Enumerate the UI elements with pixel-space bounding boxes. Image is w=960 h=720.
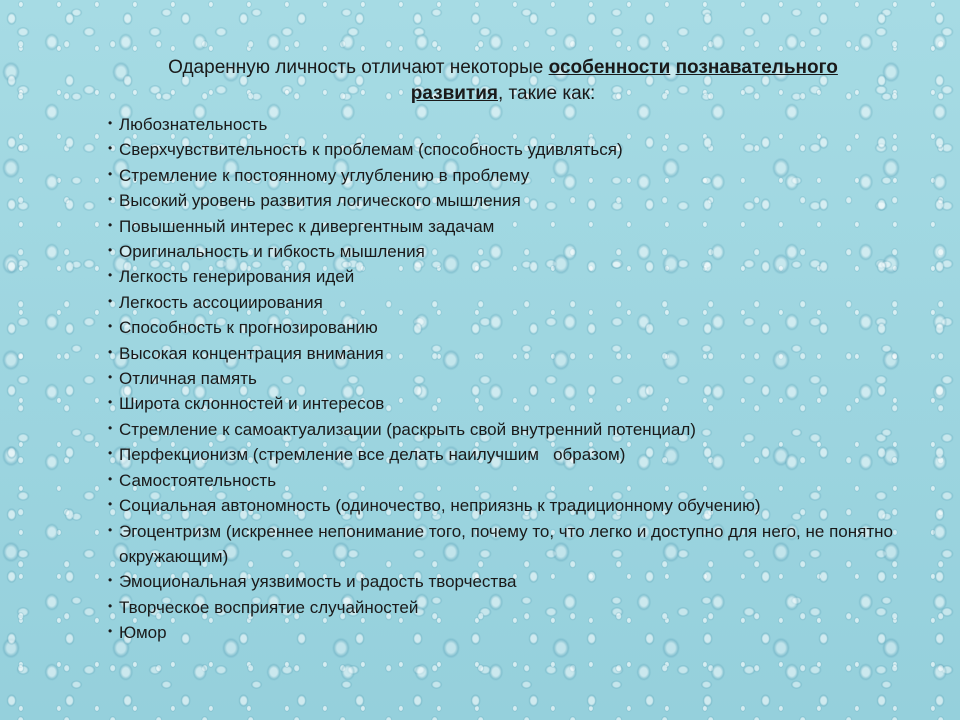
list-item-text: Любознательность xyxy=(119,115,268,134)
bullet-icon: • xyxy=(108,217,113,232)
list-item-text: Отличная память xyxy=(119,369,257,389)
heading-highlight-2: познавательного развития xyxy=(410,57,838,104)
list-item xyxy=(108,290,898,315)
bullet-icon: • xyxy=(108,293,113,308)
bullet-icon: • xyxy=(108,141,113,156)
bullet-icon: • xyxy=(108,598,113,613)
slide-content xyxy=(108,55,898,646)
list-item-text: Оригинальность и гибкость мышления xyxy=(119,242,425,262)
bullet-icon: • xyxy=(108,522,113,537)
bullet-icon: • xyxy=(108,268,113,283)
bullet-icon: • xyxy=(108,243,113,258)
list-item-text: Творческое восприятие случайностей xyxy=(119,597,419,617)
list-item xyxy=(108,188,898,213)
list-item xyxy=(108,442,898,467)
list-item xyxy=(108,341,898,366)
list-item xyxy=(108,391,898,416)
list-item-text: Высокий уровень развития логического мышления xyxy=(119,191,521,211)
list-item-text: Эгоцентризм (искреннее непонимание того, почему то, что легко и доступно для него, не понятно окружающим) xyxy=(119,521,898,566)
list-item xyxy=(108,417,898,442)
list-item-text: Самостоятельность xyxy=(119,470,277,490)
bullet-icon: • xyxy=(108,319,113,334)
bullet-icon: • xyxy=(108,497,113,512)
bullet-icon: • xyxy=(108,192,113,207)
list-item xyxy=(108,468,898,493)
list-item-text: Социальная автономность (одиночество, неприязнь к традиционному обучению) xyxy=(119,496,761,516)
slide-heading xyxy=(108,55,898,107)
list-item-text: Широта склонностей и интересов xyxy=(119,394,385,414)
list-item-text: Стремление к самоактуализации (раскрыть свой внутренний потенциал) xyxy=(119,419,696,439)
list-item xyxy=(108,112,898,137)
traits-list xyxy=(108,112,898,646)
list-item-text: Легкость ассоциирования xyxy=(119,292,323,312)
list-item-text: Стремление к постоянному углублению в проблему xyxy=(119,165,530,185)
list-item xyxy=(108,519,898,570)
heading-suffix: , такие как: xyxy=(498,83,596,104)
list-item xyxy=(108,493,898,518)
heading-prefix: Одаренную личность отличают некоторые xyxy=(168,57,549,78)
bullet-icon: • xyxy=(108,471,113,486)
list-item-text: Высокая концентрация внимания xyxy=(119,343,384,363)
list-item xyxy=(108,214,898,239)
bullet-icon: • xyxy=(108,420,113,435)
heading-highlight-1: особенности xyxy=(548,57,671,78)
bullet-icon: • xyxy=(108,370,113,385)
list-item xyxy=(108,620,898,645)
bullet-icon: • xyxy=(108,344,113,359)
list-item xyxy=(108,315,898,340)
list-item xyxy=(108,239,898,264)
list-item-text: Повышенный интерес к дивергентным задачам xyxy=(119,216,495,236)
list-item-text: Юмор xyxy=(119,623,167,643)
list-item-text: Эмоциональная уязвимость и радость творчества xyxy=(119,572,517,592)
bullet-icon: • xyxy=(108,116,113,130)
list-item xyxy=(108,569,898,594)
list-item-text: Способность к прогнозированию xyxy=(119,318,378,338)
list-item-text: Легкость генерирования идей xyxy=(119,267,355,287)
bullet-icon: • xyxy=(108,446,113,461)
list-item xyxy=(108,366,898,391)
list-item xyxy=(108,595,898,620)
list-item-text: Сверхчувствительность к проблемам (способность удивляться) xyxy=(119,140,623,160)
list-item xyxy=(108,264,898,289)
list-item xyxy=(108,137,898,162)
bullet-icon: • xyxy=(108,166,113,181)
list-item xyxy=(108,163,898,188)
bullet-icon: • xyxy=(108,624,113,639)
list-item-text: Перфекционизм (стремление все делать наилучшим образом) xyxy=(119,445,626,465)
bullet-icon: • xyxy=(108,395,113,410)
bullet-icon: • xyxy=(108,573,113,588)
